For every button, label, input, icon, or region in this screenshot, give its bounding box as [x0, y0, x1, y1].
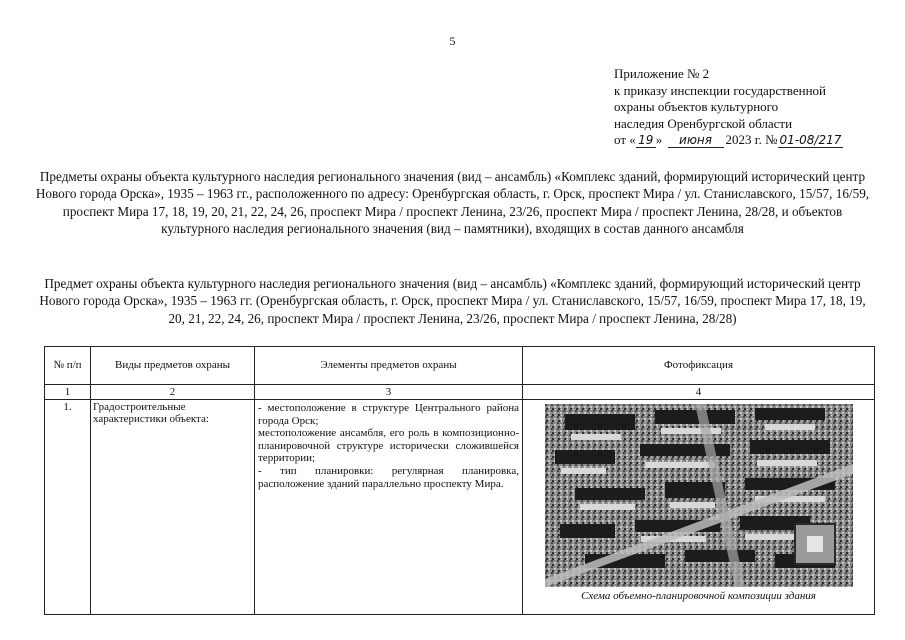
element-item: - тип планировки: регулярная планировка, расположение зданий параллельно проспекту Мира.: [258, 464, 519, 490]
appendix-line: к приказу инспекции государственной: [614, 82, 826, 98]
document-title: Предметы охраны объекта культурного наследия регионального значения (вид – ансамбль) «Комплекс зданий, формирующий исторический центр Нового города Орска», 1935 – 1963 гг., расположенного по адресу: Оренбургская область, г. Орск, проспект Мира / ул. Станиславского, 15/57, 16/59, проспект Мира 17, 18, 19, 20, 21, 22, 24, 26, проспект Мира / проспект Ленина, 23/26, проспект Мира / проспект Ленина, 28/28, и объектов культурного наследия регионального значения (вид – памятники), входящих в состав данного ансамбля: [35, 169, 870, 237]
appendix-line: охраны объектов культурного: [614, 99, 779, 114]
column-number: 1: [45, 385, 91, 400]
protection-table: [44, 346, 875, 615]
appendix-block: [614, 66, 843, 149]
photo-cell: [523, 400, 875, 615]
appendix-date-line: [614, 132, 843, 149]
aerial-photo: [545, 404, 853, 587]
table-header-row: [45, 347, 875, 385]
header-num: № п/п: [45, 347, 91, 385]
column-number: 3: [255, 385, 523, 400]
element-item: - местоположение в структуре Центрального района города Орск;: [258, 402, 519, 427]
photo-caption: Схема объемно-планировочной композиции здания: [581, 590, 816, 602]
element-item: местоположение ансамбля, его роль в композиционно-планировочной структуре исторически сложившейся территории;: [258, 427, 519, 465]
header-photo: Фотофиксация: [523, 347, 875, 385]
protection-elements: [255, 400, 523, 615]
row-number: 1.: [45, 400, 91, 615]
handwritten-month: июня: [668, 134, 724, 148]
table-row: [45, 400, 875, 615]
date-sep: »: [655, 132, 663, 147]
column-number: 2: [91, 385, 255, 400]
column-number: 4: [523, 385, 875, 400]
section-title: Предмет охраны объекта культурного наследия регионального значения (вид – ансамбль) «Комплекс зданий, формирующий исторический центр Нового города Орска», 1935 – 1963 гг. (Оренбургская область, г. Орск, проспект Мира / ул. Станиславского, 15/57, 16/59, проспект Мира 17, 18, 19, 20, 21, 22, 24, 26, проспект Мира / проспект Ленина, 23/26, проспект Мира / проспект Ленина, 28/28): [39, 276, 866, 326]
handwritten-order-number: 01-08/217: [779, 133, 842, 147]
protection-type: Градостроительные характеристики объекта:: [91, 400, 255, 615]
header-elements: Элементы предметов охраны: [255, 347, 523, 385]
page-number: 5: [449, 34, 456, 48]
date-prefix: от «: [614, 132, 636, 147]
appendix-title: Приложение № 2: [614, 66, 710, 81]
handwritten-day: 19: [636, 134, 656, 148]
date-year: 2023 г. №: [725, 132, 778, 147]
header-types: Виды предметов охраны: [91, 347, 255, 385]
protection-table-container: [44, 346, 874, 615]
appendix-line: наследия Оренбургской области: [614, 115, 793, 131]
column-number-row: [45, 385, 875, 400]
